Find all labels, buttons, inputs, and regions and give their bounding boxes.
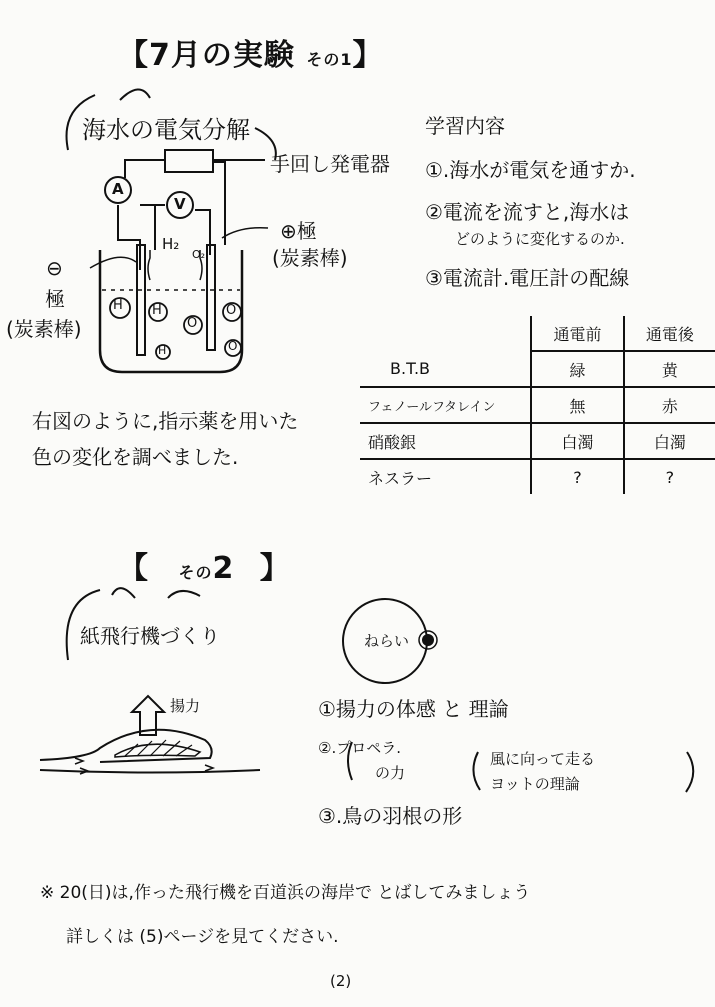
note-line-2: 色の変化を調べました.	[32, 445, 239, 469]
section2-title-num: 2	[212, 551, 235, 586]
plane-heading: 紙飛行機づくり	[80, 624, 220, 648]
footer-line-2: 詳しくは (5)ページを見てください.	[66, 927, 339, 947]
electrode-positive	[207, 245, 215, 350]
note-line-1: 右図のように,指示薬を用いた	[32, 409, 299, 433]
table-cell: 赤	[624, 387, 715, 423]
table-cell: ?	[624, 459, 715, 494]
plane-item-2: ②.プロペラ.	[318, 739, 401, 757]
airflow-arrow-1	[75, 758, 83, 764]
table-cell: 硝酸銀	[360, 423, 531, 459]
negative-label: 極	[45, 287, 65, 311]
plane-item-3: ③.鳥の羽根の形	[318, 804, 463, 828]
ammeter-label: A	[112, 180, 124, 198]
positive-label: ⊕極	[280, 219, 317, 243]
ion-o-1-label: O	[187, 316, 198, 331]
ion-group	[110, 298, 241, 359]
positive-sub: (炭素棒)	[272, 246, 348, 270]
learning-item-2: ②電流を流すと,海水は	[425, 200, 630, 224]
table-cell: 白濁	[624, 423, 715, 459]
wire-top-right	[213, 162, 225, 245]
table-cell: 白濁	[531, 423, 623, 459]
voltmeter-label: V	[174, 195, 186, 213]
h2-label: H₂	[162, 235, 180, 253]
table-row	[360, 459, 715, 494]
lift-label: 揚力	[170, 697, 201, 715]
plane-bracket-top-2	[168, 591, 200, 598]
learning-item-2b: どのように変化するのか.	[455, 230, 625, 248]
page-number: (2)	[330, 972, 352, 990]
section2-title	[118, 543, 291, 587]
negative-sign: ⊖	[46, 256, 63, 280]
ion-h-2-label: H	[152, 303, 162, 318]
generator-box	[165, 150, 213, 172]
ion-h-1-label: H	[113, 298, 123, 313]
table-row	[360, 387, 715, 423]
learning-item-1: ①.海水が電気を通すか.	[425, 158, 636, 182]
generator-label: 手回し発電器	[270, 152, 390, 176]
airflow-line	[40, 770, 260, 773]
ion-o-2-label: O	[226, 303, 237, 318]
airfoil-hatch-outline	[115, 744, 200, 757]
table-cell: 無	[531, 387, 623, 423]
pointer-negative	[90, 257, 136, 268]
plane-item-2b: の力	[375, 764, 406, 782]
indicator-table	[360, 316, 715, 494]
learning-heading: 学習内容	[425, 114, 505, 138]
plane-item-1: ①揚力の体感 と 理論	[318, 697, 509, 721]
side-note-1: 風に向って走る	[490, 750, 596, 768]
table-cell: ?	[531, 459, 623, 494]
heading-bracket-top	[120, 89, 150, 100]
electrolysis-heading: 海水の電気分解	[82, 116, 250, 144]
airfoil-hatching	[125, 740, 192, 756]
table-header-cell	[360, 316, 531, 351]
note-bracket-left	[473, 752, 480, 790]
negative-sub: (炭素棒)	[6, 317, 82, 341]
table-cell: ネスラー	[368, 468, 433, 488]
section1-title-main: 【7月の実験	[118, 38, 295, 73]
ion-h-3-label: H	[158, 344, 167, 357]
pointer-positive	[222, 228, 268, 238]
plane-bracket-top-1	[112, 588, 135, 598]
section2-title-open: 【	[118, 551, 149, 586]
bubble-h2	[148, 250, 150, 280]
airflow-arrow-3	[205, 765, 213, 771]
section1-title-close: 】	[352, 38, 384, 73]
note-bracket-right	[686, 752, 693, 792]
aim-label: ねらい	[364, 632, 410, 650]
learning-item-3: ③電流計.電圧計の配線	[425, 266, 630, 290]
table-cell: 緑	[531, 351, 623, 387]
wire-top-left	[125, 160, 165, 178]
table-row	[360, 423, 715, 459]
table-header-cell: 通電後	[624, 316, 715, 351]
table-header-cell: 通電前	[531, 316, 623, 351]
table-cell: B.T.B	[360, 351, 531, 387]
table-row	[360, 351, 715, 387]
section2-title-sub: その	[178, 563, 213, 582]
ion-o-3-label: O	[228, 339, 238, 353]
aim-dot	[422, 634, 434, 646]
airfoil	[40, 730, 212, 762]
table-cell: フェノールフタレイン	[360, 387, 531, 423]
table-cell: 黄	[624, 351, 715, 387]
side-note-2: ヨットの理論	[490, 775, 580, 793]
section1-title-sub: その1	[306, 50, 353, 69]
section2-title-close: 】	[259, 551, 291, 586]
footer-line-1: ※ 20(日)は,作った飛行機を百道浜の海岸で とばしてみましょう	[40, 883, 531, 903]
table-header-row	[360, 316, 715, 351]
o2-label: O₂	[192, 248, 206, 261]
